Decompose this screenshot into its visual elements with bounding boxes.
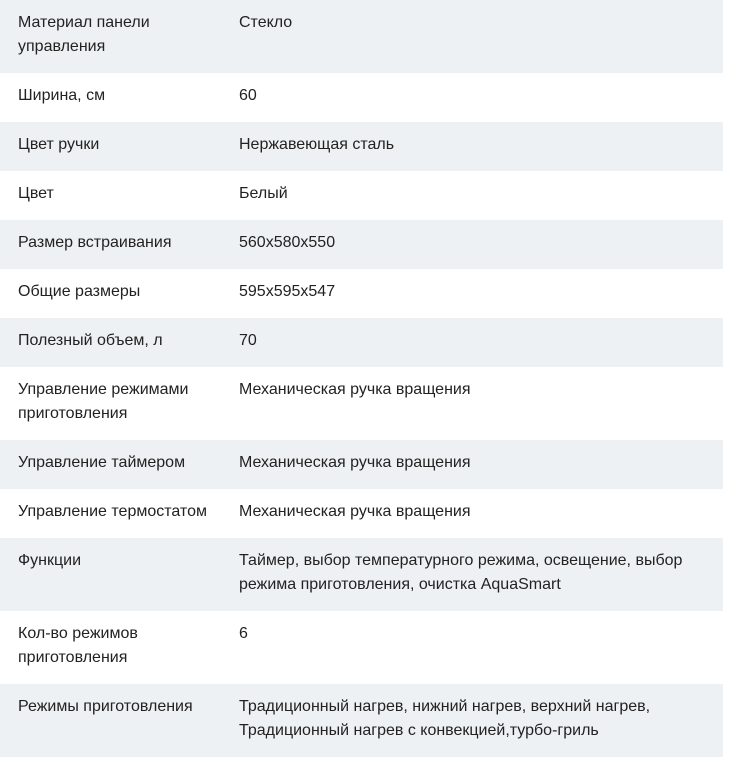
spec-row-embedding-size: [0, 220, 723, 269]
spec-value: Нержавеющая сталь: [239, 122, 723, 171]
spec-value: 70: [239, 318, 723, 367]
spec-value: 60: [239, 87, 257, 104]
spec-value: 560x580x550: [239, 220, 723, 269]
spec-label: Общие размеры: [18, 283, 141, 300]
spec-value: Таймер, выбор температурного режима, освещение, выбор режима приготовления, очистка AquaSmart: [239, 538, 723, 611]
spec-row-width: [0, 73, 723, 122]
spec-label: Управление таймером: [0, 440, 239, 489]
spec-row-overall-dimensions: [0, 269, 723, 318]
spec-value: Механическая ручка вращения: [239, 381, 471, 398]
spec-row-usable-volume: [0, 318, 723, 367]
spec-value: Механическая ручка вращения: [239, 440, 723, 489]
spec-label: Кол-во режимов приготовления: [18, 625, 138, 666]
spec-label: Управление термостатом: [18, 503, 207, 520]
spec-row-control-panel-material: [0, 0, 723, 73]
spec-row-handle-color: [0, 122, 723, 171]
spec-value: 595x595x547: [239, 283, 336, 300]
spec-value: Традиционный нагрев, нижний нагрев, верхний нагрев, Традиционный нагрев с конвекцией,турбо-гриль: [239, 684, 723, 757]
spec-label: Полезный объем, л: [0, 318, 239, 367]
spec-value: Белый: [239, 185, 288, 202]
spec-label: Функции: [0, 538, 239, 611]
spec-row-functions: [0, 538, 723, 611]
spec-label: Ширина, см: [18, 87, 106, 104]
spec-label: Управление режимами приготовления: [18, 381, 189, 422]
spec-row-timer-control: [0, 440, 723, 489]
spec-value: Механическая ручка вращения: [239, 503, 471, 520]
spec-value: Стекло: [239, 0, 723, 73]
spec-label: Материал панели управления: [0, 0, 239, 73]
spec-row-color: [0, 171, 723, 220]
spec-row-mode-count: [0, 611, 723, 684]
spec-row-mode-control: [0, 367, 723, 440]
spec-row-thermostat-control: [0, 489, 723, 538]
spec-value: 6: [239, 625, 248, 642]
spec-row-cooking-modes: [0, 684, 723, 757]
spec-label: Цвет ручки: [0, 122, 239, 171]
spec-label: Размер встраивания: [0, 220, 239, 269]
spec-label: Цвет: [18, 185, 54, 202]
spec-label: Режимы приготовления: [0, 684, 239, 757]
